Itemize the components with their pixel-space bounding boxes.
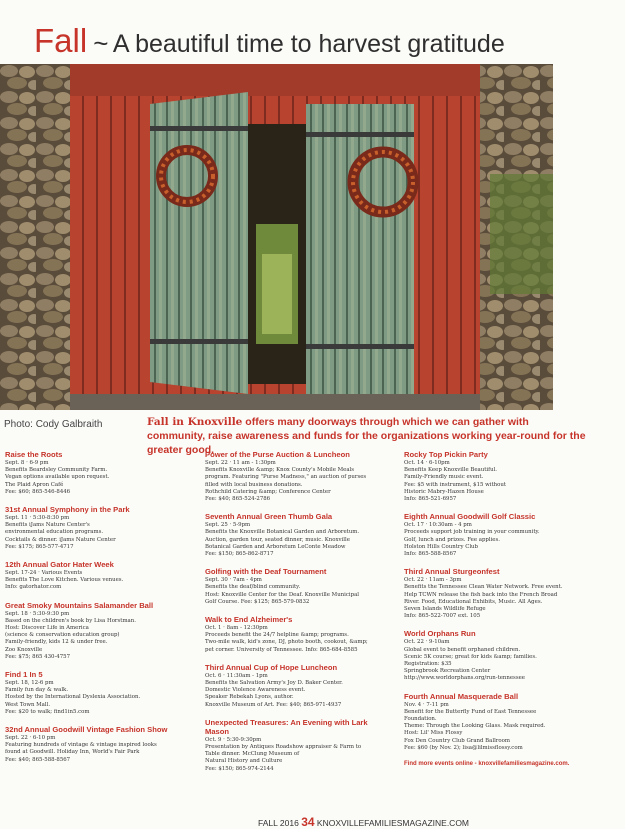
event-detail: Nov. 4 · 7-11 pm — [404, 701, 449, 708]
event-detail: Benefits the Tennessee Clean Water Network. Free event. — [404, 584, 563, 591]
event-title: Rocky Top Pickin Party — [404, 450, 488, 459]
event-detail: Two-mile walk, kid's zone, DJ, photo booth, cookout, &amp; — [205, 639, 368, 646]
photo-credit: Photo: Cody Galbraith — [4, 419, 103, 430]
events-column-1 — [5, 450, 175, 773]
intro-highlight: Fall in Knoxville — [147, 416, 243, 428]
event-title: Great Smoky Mountains Salamander Ball — [5, 600, 154, 610]
event-detail: Benefits the deaf/blind community. — [205, 584, 301, 591]
event-title: 12th Annual Gator Hater Week — [5, 560, 114, 570]
event-detail: found at Goodwill. Holiday Inn, World's Fair Park — [5, 749, 140, 756]
event-detail: pet corner. University of Tennessee. Info: 865-684-8585 — [205, 646, 358, 653]
event-title: Third Annual Sturgeonfest — [404, 567, 500, 577]
event-detail: Sept. 11 · 5:30-8:30 pm — [5, 515, 70, 522]
event-item — [404, 692, 574, 752]
event-title: 31st Annual Symphony in the Park — [5, 505, 130, 515]
event-detail: Presentation by Antiques Roadshow appraiser & Farm to — [205, 744, 362, 751]
event-detail: Benefits Beardsley Community Farm. — [5, 467, 108, 474]
event-detail: Global event to benefit orphaned children. — [404, 646, 521, 653]
event-detail: Sept. 25 · 5-9pm — [205, 522, 251, 529]
event-detail: Oct. 9 · 5:30-9:30pm — [205, 736, 262, 743]
event-detail: Sept. 18 · 5:30-9:30 pm — [5, 610, 70, 617]
event-title: Walk to End Alzheimer's — [205, 615, 293, 625]
event-detail: Registration: $35 — [404, 661, 452, 668]
event-detail: Fee: $75; 865 430-4757 — [5, 653, 71, 660]
event-detail: Vegan options available upon request. — [5, 474, 110, 481]
event-item — [205, 615, 375, 654]
event-title: 32nd Annual Goodwill Vintage Fashion Show — [5, 725, 168, 735]
event-detail: Benefit for the Butterfly Fund of East Tennessee — [404, 708, 537, 715]
event-detail: Fee: $150; 865-974-2144 — [205, 765, 274, 772]
event-detail: Sept. 22 · 11 am - 1:30pm — [205, 460, 276, 466]
more-events-link[interactable]: Find more events online - knoxvillefamiliesmagazine.com. — [404, 761, 570, 768]
event-item — [404, 512, 574, 558]
event-detail: Sept. 18, 12-6 pm — [5, 680, 54, 687]
event-detail: Fee: $175; 865-577-4717 — [5, 543, 74, 550]
event-detail: Fox Den Country Club Grand Ballroom — [404, 737, 510, 744]
event-detail: Benefits The Love Kitchen. Various venues. — [5, 577, 124, 584]
event-detail: Oct. 17 · 10:30am - 4 pm — [404, 522, 472, 529]
event-detail: Natural History and Culture — [205, 758, 283, 765]
event-item — [205, 567, 375, 606]
event-title: Raise the Roots — [5, 450, 63, 459]
event-detail: River. Food, Educational Exhibits, Music. All Ages. — [404, 598, 543, 605]
event-detail: Proceeds benefit the 24/7 helpline &amp; programs. — [205, 632, 349, 639]
event-detail: Rothchild Catering &amp; Conference Center — [205, 488, 331, 495]
event-detail: Family fun day & walk. — [5, 687, 69, 694]
event-title: Seventh Annual Green Thumb Gala — [205, 512, 333, 522]
event-detail: Fee: $5 with instrument, $15 without — [404, 481, 507, 488]
title-tilde: ~ — [93, 28, 109, 58]
events-column-3 — [404, 450, 574, 767]
event-detail: Info: 865-521-6957 — [404, 496, 457, 503]
event-item — [5, 505, 175, 551]
event-detail: Fee: $60; 865-546-8446 — [5, 488, 71, 495]
event-detail: Benefits the Salvation Army's Joy D. Baker Center. — [205, 680, 343, 687]
event-detail: Info: 865-588-8567 — [404, 551, 457, 558]
event-detail: Scenic 5K course; great for kids &amp; families. — [404, 653, 537, 660]
footer-website: KNOXVILLEFAMILIESMAGAZINE.COM — [316, 818, 470, 828]
event-detail: Historic Mabry-Hazen House — [404, 488, 484, 495]
event-detail: Oct. 1 · 8am - 12:30pm — [205, 625, 268, 632]
event-detail: Sept. 17-24 · Various Events — [5, 570, 83, 577]
event-detail: Help TCWN release the fish back into the French Broad — [404, 591, 558, 598]
event-title: Power of the Purse Auction & Luncheon — [205, 450, 350, 459]
barn-doors-illustration — [0, 64, 553, 410]
event-detail: Knoxville Museum of Art. Fee: $40; 865-971-4937 — [205, 701, 342, 708]
event-title: Find 1 In 5 — [5, 670, 43, 680]
event-detail: Benefits Keep Knoxville Beautiful. — [404, 467, 498, 474]
event-detail: Fee: $60 (by Nov. 2); lisa@lilmissflossy.com — [404, 744, 523, 751]
event-title: Third Annual Cup of Hope Luncheon — [205, 662, 338, 672]
event-detail: program. Featuring "Purse Madness," an auction of purses — [205, 474, 367, 481]
title-fall: Fall — [34, 22, 88, 59]
event-detail: http://www.worldorphans.org/run-tennessee — [404, 675, 525, 682]
intro-text: offers many doorways through which we can gather with community, raise awareness and funds for the organizations working year-round for the greater good. — [147, 416, 586, 456]
event-detail: Info: gatorhator.com — [5, 584, 62, 591]
events-column-2 — [205, 450, 375, 782]
event-detail: Fee: $150; 865-862-8717 — [205, 551, 274, 558]
event-item — [5, 601, 175, 661]
event-item — [404, 450, 574, 503]
event-detail: The Plaid Apron Café — [5, 481, 64, 488]
event-detail: Theme: Through the Looking Glass. Mask required. — [404, 723, 546, 730]
event-title: Golfing with the Deaf Tournament — [205, 567, 327, 577]
page-title — [34, 22, 505, 60]
event-detail: Sept. 30 · 7am - 4pm — [205, 577, 262, 584]
event-item — [205, 718, 375, 773]
page-number: 34 — [301, 815, 315, 829]
event-detail: Sept. 22 · 6-10 pm — [5, 735, 56, 742]
event-detail: Oct. 14 · 6-10pm — [404, 460, 450, 466]
event-title: Unexpected Treasures: An Evening with Lark Mason — [205, 717, 368, 736]
event-detail: Host: Discover Life in America — [5, 625, 89, 632]
event-detail: Proceeds support job training in your community. — [404, 529, 540, 536]
page-footer — [258, 815, 469, 829]
event-item — [205, 512, 375, 558]
event-detail: (science & conservation education group) — [5, 632, 120, 639]
event-detail: Fee: $40; 865-588-8567 — [5, 756, 71, 763]
event-detail: Hosted by the International Dyslexia Association. — [5, 694, 141, 701]
event-detail: Table dinner. McClung Museum of — [205, 751, 300, 758]
event-detail: Benefits Knoxville &amp; Knox County's Mobile Meals — [205, 467, 355, 474]
event-detail: Info: 865-522-7007 ext. 105 — [404, 613, 481, 620]
event-detail: Family-Friendly music event. — [404, 474, 484, 481]
event-title: World Orphans Run — [404, 629, 476, 639]
event-detail: Featuring hundreds of vintage & vintage inspired looks — [5, 742, 157, 749]
event-detail: Benefits iJams Nature Center's — [5, 522, 90, 529]
event-detail: environmental education programs. — [5, 529, 104, 536]
barn-doors-photo — [0, 64, 553, 410]
event-detail: Oct. 6 · 11:30am - 1pm — [205, 672, 268, 679]
event-detail: Fee: $40; 865-524-2786 — [205, 496, 271, 503]
event-detail: Golf, lunch and prizes. Fee applies. — [404, 536, 500, 543]
event-detail: Zoo Knoxville — [5, 646, 43, 653]
event-detail: Sept. 8 · 6-9 pm — [5, 460, 49, 466]
event-item — [404, 629, 574, 682]
footer-issue: FALL 2016 — [258, 818, 299, 828]
event-detail: Holston Hills Country Club — [404, 543, 478, 550]
event-item — [404, 567, 574, 620]
event-detail: Golf Course. Fee: $125; 865-579-0832 — [205, 598, 310, 605]
event-detail: Fee: $20 to walk; find1in5.com — [5, 708, 90, 715]
title-subtitle: A beautiful time to harvest gratitude — [112, 30, 505, 58]
event-detail: filled with local business donations. — [205, 481, 303, 488]
event-detail: Auction, garden tour, seated dinner, music. Knoxville — [205, 536, 350, 543]
event-detail: Host: Knoxville Center for the Deaf. Knoxville Municipal — [205, 591, 360, 598]
event-detail: Foundation. — [404, 716, 437, 723]
event-item — [5, 450, 175, 496]
event-detail: Springbrook Recreation Center — [404, 668, 491, 675]
event-detail: Family-friendly, kids 12 & under free. — [5, 639, 108, 646]
event-item — [205, 450, 375, 503]
event-title: Eighth Annual Goodwill Golf Classic — [404, 512, 536, 522]
event-detail: Speaker Rebekah Lyons, author. — [205, 694, 294, 701]
event-item — [5, 670, 175, 716]
event-detail: Based on the children's book by Lisa Horstman. — [5, 617, 136, 624]
event-detail: Domestic Violence Awareness event. — [205, 687, 306, 694]
event-detail: Host: Lil' Miss Flossy — [404, 730, 463, 737]
event-detail: Oct. 22 · 9-10am — [404, 639, 450, 646]
event-item — [5, 560, 175, 592]
event-item — [205, 663, 375, 709]
event-detail: Seven Islands Wildlife Refuge — [404, 606, 486, 613]
event-detail: Benefits the Knoxville Botanical Garden and Arboretum. — [205, 529, 360, 536]
event-detail: Oct. 22 · 11am - 3pm — [404, 577, 462, 584]
event-title: Fourth Annual Masquerade Ball — [404, 691, 519, 701]
event-detail: West Town Mall. — [5, 701, 51, 708]
event-item — [5, 725, 175, 764]
event-detail: Botanical Garden and Arboretum LeConte Meadow — [205, 543, 346, 550]
event-detail: Cocktails & dinner. iJams Nature Center — [5, 536, 116, 543]
